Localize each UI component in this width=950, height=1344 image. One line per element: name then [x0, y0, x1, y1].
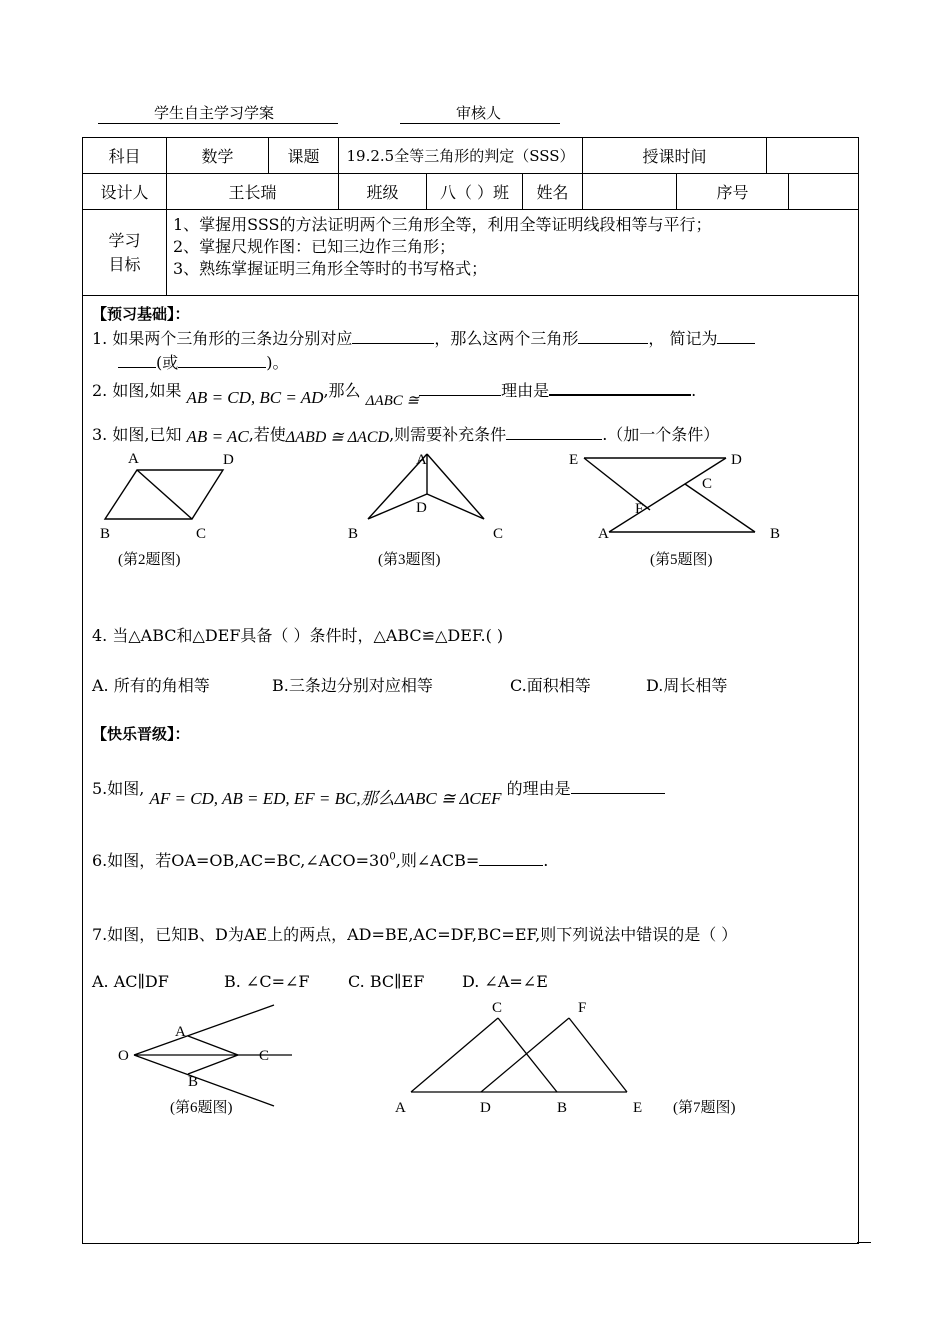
designer-label: 设计人 [83, 174, 167, 210]
figure-6 [118, 1005, 292, 1116]
q3-blank[interactable] [506, 425, 602, 440]
topic-label: 课题 [269, 138, 339, 174]
figure-5 [569, 452, 780, 542]
goal-2: 2、掌握尺规作图：已知三边作三角形； [173, 237, 456, 256]
goals-label-line1: 学习 [108, 230, 141, 250]
fig7-label-E: E [633, 1100, 643, 1116]
fig5-label-F: F [635, 501, 644, 517]
q1-text-a: 1. 如果两个三角形的三条边分别对应 [92, 329, 353, 348]
q5-math: AF = CD, AB = ED, EF = BC,那么ΔABC ≅ ΔCEF [149, 789, 502, 808]
fig5-label-C: C [702, 476, 713, 492]
fig6-caption: (第6题图) [170, 1100, 233, 1116]
fig3-label-C: C [493, 526, 504, 542]
q2-math2: ΔABC ≅ [365, 393, 420, 409]
q6-text: 6.如图，若OA=OB,AC=BC,∠ACO=30 [92, 851, 390, 870]
q2-suffix: 理由是 [501, 381, 550, 400]
q1-blank-3[interactable] [717, 329, 755, 344]
goal-3: 3、熟练掌握证明三角形全等时的书写格式； [173, 259, 488, 278]
q5-suffix: 的理由是 [506, 779, 571, 798]
q5-blank[interactable] [571, 779, 665, 794]
time-label: 授课时间 [583, 138, 767, 174]
name-label: 姓名 [523, 174, 583, 210]
figure-7 [395, 1000, 736, 1116]
fig6-ray-upper [134, 1005, 274, 1055]
section-preview-title: 【预习基础】： [92, 305, 190, 323]
q4-option-b[interactable]: B.三条边分别对应相等 [272, 676, 433, 695]
goal-1: 1、掌握用SSS的方法证明两个三角形全等，利用全等证明线段相等与平行； [173, 215, 712, 234]
fig2-diagonal [137, 470, 192, 519]
question-1-line2 [118, 350, 289, 373]
fig3-label-D: D [416, 500, 427, 516]
fig7-FE [569, 1018, 627, 1092]
fig6-label-B: B [188, 1074, 199, 1090]
fig5-label-A: A [598, 526, 609, 542]
fig6-ray-lower [134, 1055, 274, 1106]
q3-math: AB = AC [186, 427, 249, 446]
q2-mid: ,那么 [323, 381, 361, 400]
question-1 [92, 326, 755, 349]
fig5-label-E: E [569, 452, 579, 468]
q6-degree: 0 [389, 851, 396, 863]
q7-option-c[interactable]: C. BC∥EF [348, 972, 425, 991]
q2-prefix: 2. 如图,如果 [92, 381, 182, 400]
question-7: 7.如图，已知B、D为AE上的两点，AD=BE,AC=DF,BC=EF,则下列说法中错误的是（ ） [92, 925, 738, 944]
fig3-caption: (第3题图) [378, 552, 441, 568]
q2-blank-2[interactable] [549, 380, 691, 396]
q1-text-c: ， 简记为 [648, 329, 718, 348]
q6-blank[interactable] [479, 851, 543, 866]
fig5-AD [609, 458, 726, 532]
class-label: 班级 [339, 174, 427, 210]
fig2-label-C: C [196, 526, 207, 542]
figure-3 [348, 452, 503, 542]
seq-label: 序号 [677, 174, 789, 210]
fig3-CD [427, 494, 484, 519]
fig2-label-A: A [128, 451, 139, 467]
q1-blank-4[interactable] [118, 353, 156, 368]
q1-text-b: ，那么这两个三角形 [434, 329, 579, 348]
fig5-label-D: D [731, 452, 742, 468]
class-value: 八（ ）班 [427, 174, 523, 210]
q6-end: . [543, 851, 549, 870]
q4-option-a[interactable]: A. 所有的角相等 [92, 676, 210, 695]
q2-math: AB = CD, BC = AD [186, 388, 324, 407]
info-table [82, 137, 859, 296]
q6-rest: ,则∠ACB= [395, 851, 480, 870]
goals-label [83, 210, 167, 296]
topic-value: 19.2.5全等三角形的判定（SSS） [339, 138, 583, 174]
figures-row-2 [100, 998, 800, 1128]
q7-option-a[interactable]: A. AC∥DF [92, 972, 169, 991]
q7-option-d[interactable]: D. ∠A=∠E [462, 972, 548, 991]
frame-tail [857, 1242, 871, 1243]
fig6-label-O: O [118, 1048, 129, 1064]
name-value[interactable] [583, 174, 677, 210]
q3-end: .（加一个条件） [602, 425, 720, 444]
q3-suffix: ,则需要补充条件 [389, 425, 507, 444]
header-left [98, 102, 338, 124]
fig3-label-A: A [416, 452, 427, 468]
q2-blank-1[interactable] [419, 381, 501, 396]
subject-value: 数学 [167, 138, 269, 174]
time-value[interactable] [767, 138, 859, 174]
fig5-caption: (第5题图) [650, 552, 713, 568]
q1-blank-2[interactable] [578, 329, 648, 344]
fig3-AC [427, 454, 484, 519]
fig7-label-A: A [395, 1100, 406, 1116]
reviewer-label: 审核人 [456, 104, 502, 122]
figures-row-1 [90, 444, 810, 574]
question-6 [92, 848, 548, 871]
fig7-label-B: B [557, 1100, 568, 1116]
fig5-label-B: B [770, 526, 781, 542]
fig2-label-B: B [100, 526, 111, 542]
fig7-label-C: C [492, 1000, 503, 1016]
q3-math2: ΔABD ≅ ΔACD [285, 429, 390, 446]
question-4: 4. 当△ABC和△DEF具备（ ）条件时，△ABC≌△DEF.( ) [92, 626, 504, 645]
q1-text-d: (或 [156, 353, 179, 372]
q4-option-d[interactable]: D.周长相等 [646, 676, 728, 695]
designer-value: 王长瑞 [167, 174, 339, 210]
question-2 [92, 378, 697, 409]
q1-text-e: )。 [266, 353, 289, 372]
fig7-DF [481, 1018, 569, 1092]
goals-list [167, 210, 859, 296]
q3-mid: ,若使 [248, 425, 286, 444]
fig2-caption: (第2题图) [118, 552, 181, 568]
question-3 [92, 422, 719, 445]
header-right [400, 102, 560, 124]
fig5-CB [685, 484, 755, 532]
fig6-label-A: A [175, 1024, 186, 1040]
fig6-AC [188, 1036, 238, 1055]
goals-label-line2: 目标 [108, 254, 141, 274]
q4-option-c[interactable]: C.面积相等 [510, 676, 591, 695]
fig7-AC [411, 1018, 498, 1092]
fig7-caption: (第7题图) [673, 1100, 736, 1116]
subject-label: 科目 [83, 138, 167, 174]
fig6-BC [188, 1055, 238, 1074]
q2-end: . [691, 381, 697, 400]
question-5 [92, 774, 665, 808]
header-title: 学生自主学习学案 [154, 104, 275, 122]
fig3-label-B: B [348, 526, 359, 542]
fig7-CB [498, 1018, 557, 1092]
figure-2 [100, 451, 234, 542]
fig7-label-F: F [578, 1000, 587, 1016]
seq-value[interactable] [789, 174, 859, 210]
q1-blank-1[interactable] [352, 329, 434, 344]
q5-prefix: 5.如图, [92, 779, 145, 798]
q7-option-b[interactable]: B. ∠C=∠F [224, 972, 310, 991]
section-advance-title: 【快乐晋级】： [92, 725, 190, 743]
fig7-label-D: D [480, 1100, 491, 1116]
fig2-label-D: D [223, 452, 234, 468]
q3-prefix: 3. 如图,已知 [92, 425, 182, 444]
q1-blank-5[interactable] [178, 353, 266, 368]
fig6-label-C: C [259, 1048, 270, 1064]
